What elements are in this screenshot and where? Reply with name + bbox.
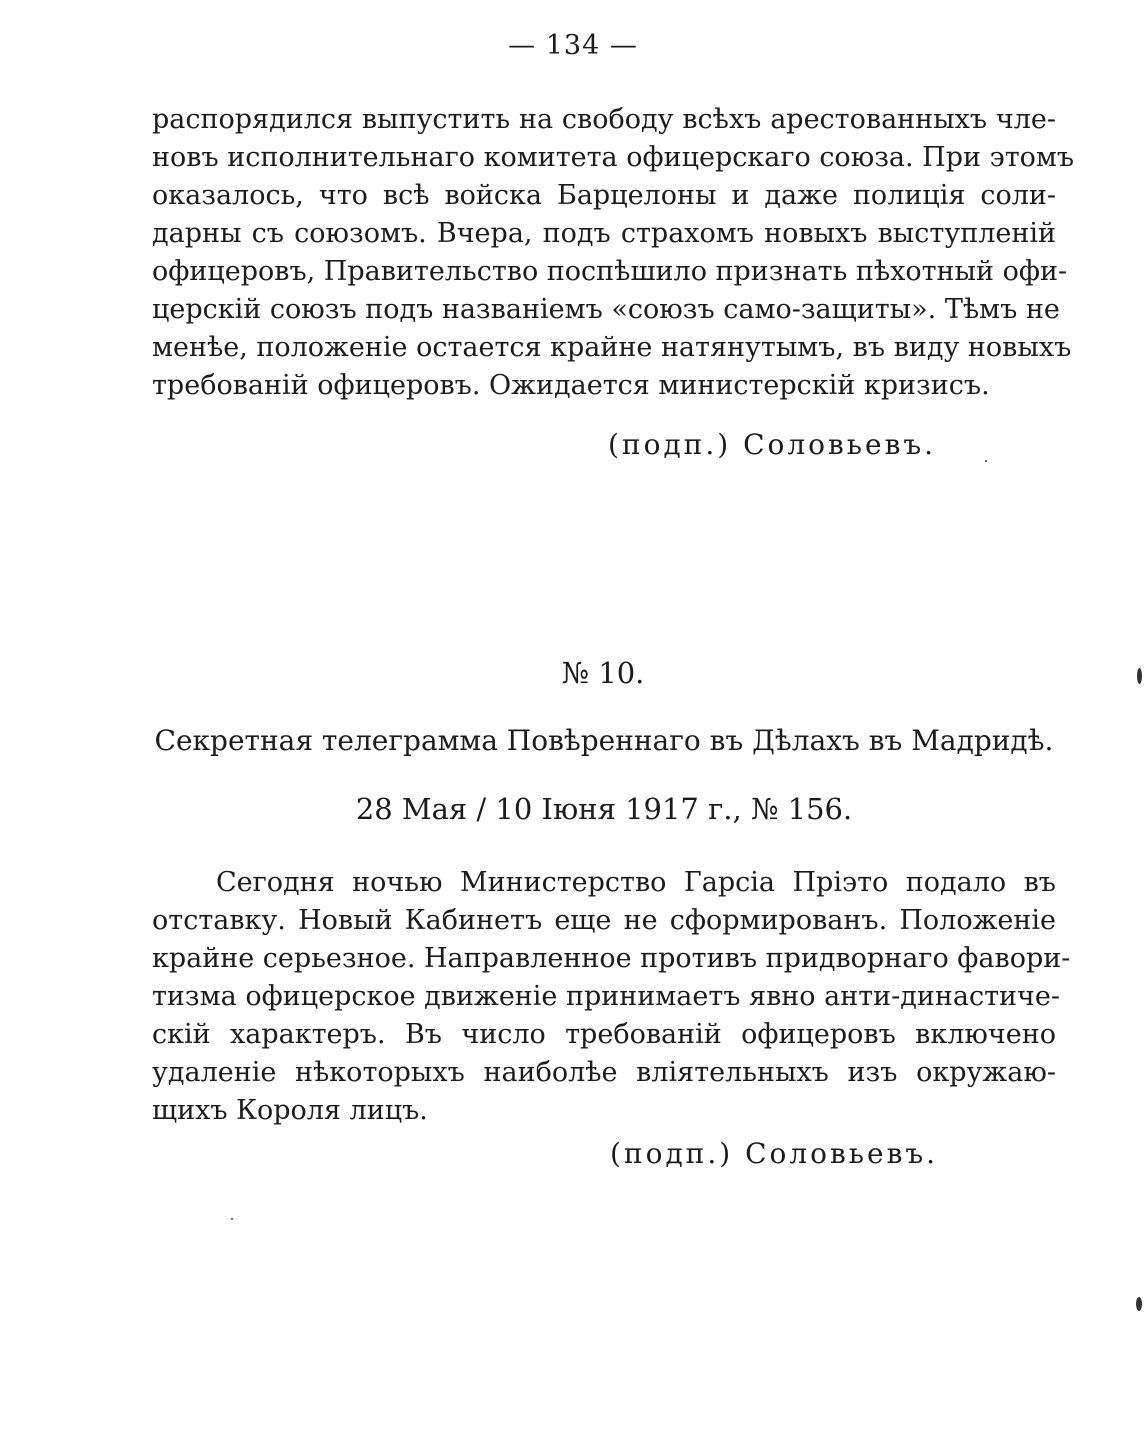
- text-line: крайне серьезное. Направленное противъ придворнаго фавори-: [152, 943, 1071, 974]
- text-line: скій характеръ. Въ число требованій офицеровъ включено: [152, 1019, 1056, 1050]
- scan-speck: [985, 460, 987, 462]
- text-line: требованій офицеровъ. Ожидается министерскій кризисъ.: [152, 370, 990, 401]
- text-line: удаленіе нѣкоторыхъ наиболѣе вліятельныхъ изъ окружаю-: [152, 1057, 1056, 1088]
- text-line: церскій союзъ подъ названіемъ «союзъ само-защиты». Тѣмъ не: [152, 294, 1060, 325]
- text-line: офицеровъ, Правительство поспѣшило признать пѣхотный офи-: [152, 256, 1068, 287]
- page-number: — 134 —: [508, 30, 638, 61]
- text-line: распорядился выпустить на свободу всѣхъ арестованныхъ чле-: [152, 104, 1056, 135]
- signature: (подп.) Соловьевъ.: [610, 1137, 939, 1170]
- document-title: Секретная телеграмма Повѣреннаго въ Дѣлахъ въ Мадридѣ.: [154, 724, 1054, 757]
- text-line: оказалось, что всѣ войска Барцелоны и даже полиція соли-: [152, 180, 1056, 211]
- document-number: № 10.: [561, 656, 645, 690]
- paragraph-continuation: [152, 101, 1075, 405]
- scan-speck: [1137, 668, 1142, 684]
- text-line: менѣе, положеніе остается крайне натянутымъ, въ виду новыхъ: [152, 332, 1072, 363]
- text-line: новъ исполнительнаго комитета офицерскаго союза. При этомъ: [152, 142, 1075, 173]
- text-line: щихъ Короля лицъ.: [152, 1095, 428, 1126]
- scan-speck: [1136, 1297, 1142, 1311]
- text-line: дарны съ союзомъ. Вчера, подъ страхомъ новыхъ выступленій: [152, 218, 1056, 249]
- signature: (подп.) Соловьевъ.: [608, 428, 937, 461]
- text-line: отставку. Новый Кабинетъ еще не сформированъ. Положеніе: [152, 905, 1056, 936]
- document-date: 28 Мая / 10 Іюня 1917 г., № 156.: [355, 792, 853, 826]
- telegram-body: [152, 864, 1071, 1130]
- text-line: тизма офицерское движеніе принимаетъ явно анти-династиче-: [152, 981, 1060, 1012]
- text-line: Сегодня ночью Министерство Гарсіа Пріэто подало въ: [216, 867, 1056, 898]
- scan-speck: [231, 1218, 233, 1220]
